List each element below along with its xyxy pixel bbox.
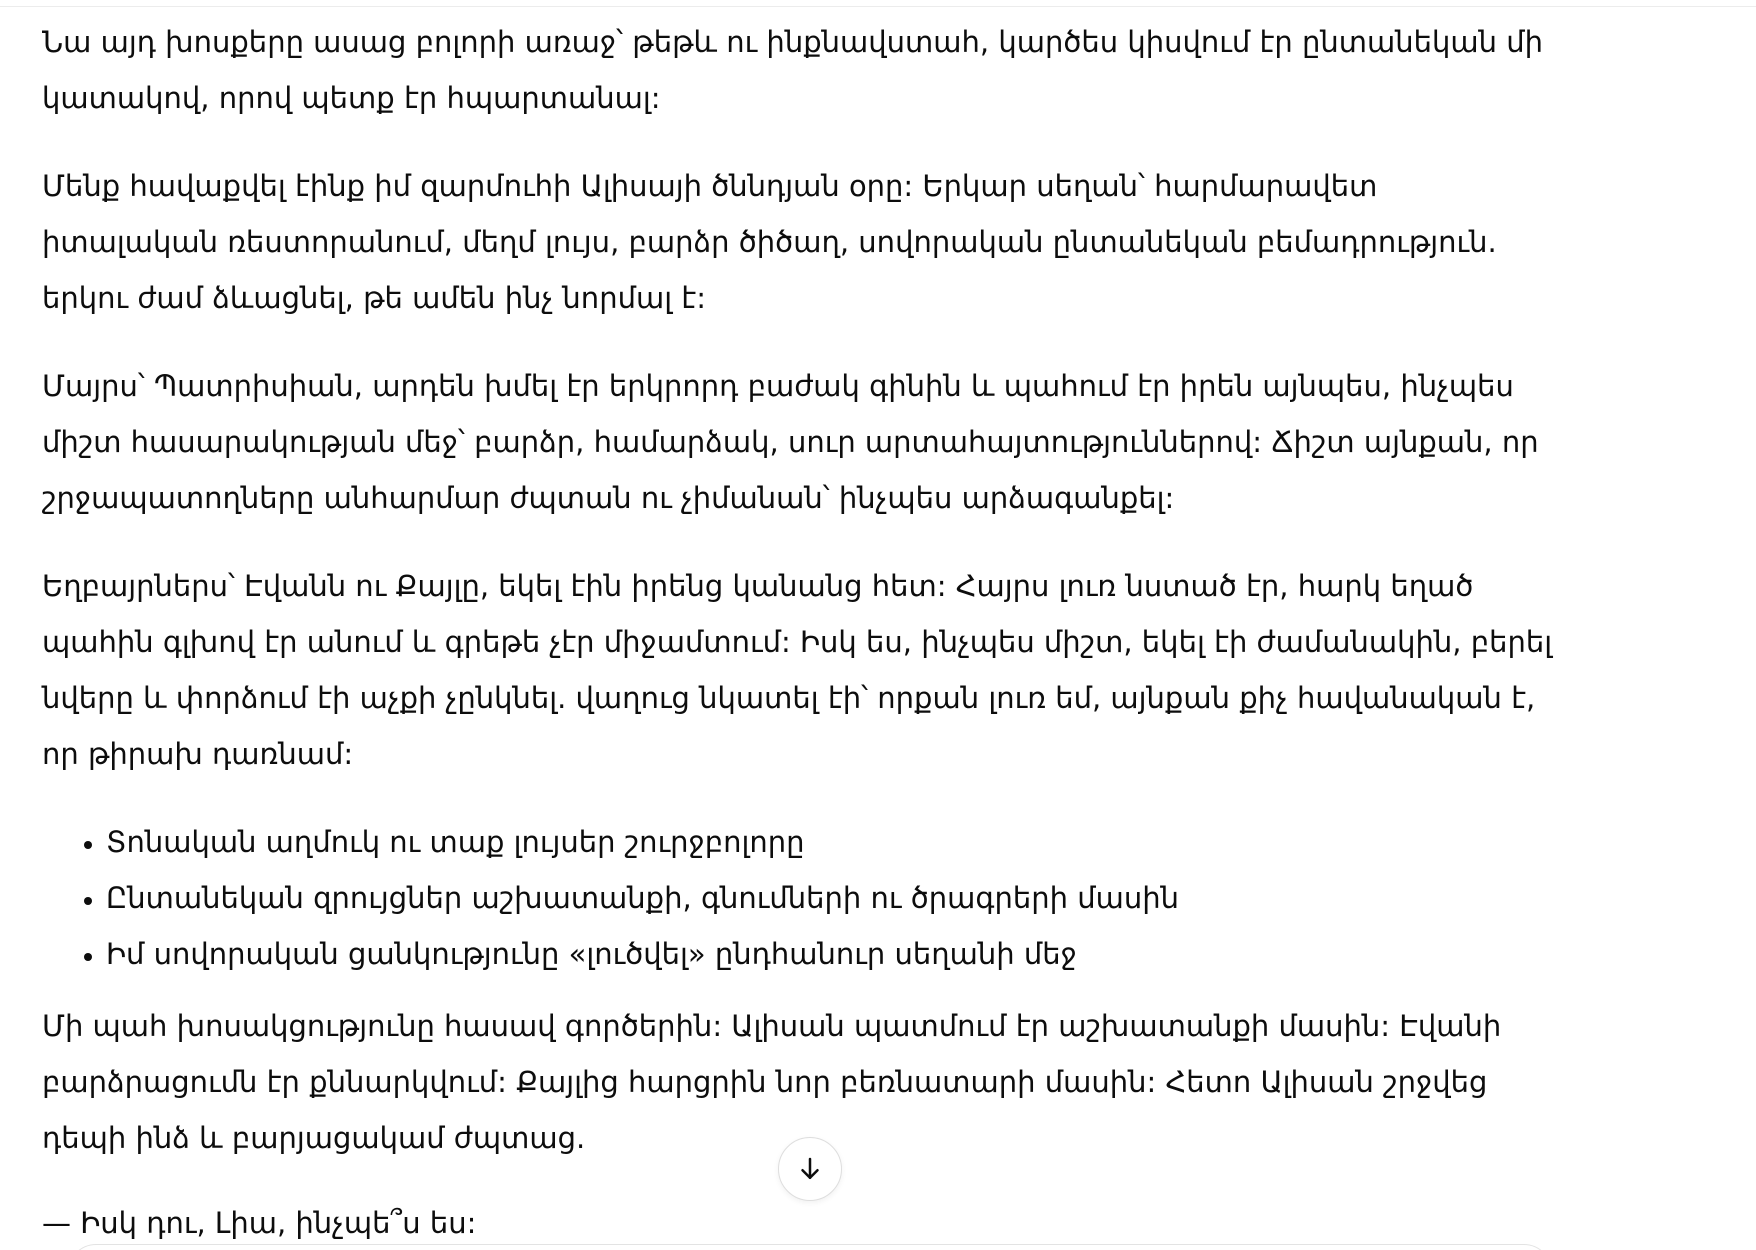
message-paragraph-1: Նա այդ խոսքերը ասաց բոլորի առաջ՝ թեթև ու ինքնավստահ, կարծես կիսվում էր ընտանեկան մի կատակով, որով պետք էր հպարտանալ: — [42, 25, 1543, 115]
message-bullet-list — [42, 814, 1562, 982]
message-composer[interactable] — [68, 1244, 1552, 1250]
bullet-item-3: • Իմ սովորական ցանկությունը «լուծվել» ընդհանուր սեղանի մեջ — [106, 926, 1562, 982]
message-paragraph-2: Մենք հավաքվել էինք իմ զարմուհի Ալիսայի ծննդյան օրը: Երկար սեղան՝ հարմարավետ իտալական ռեստորանում, մեղմ լույս, բարձր ծիծաղ, սովորական ընտանեկան բեմադրություն. երկու ժամ ձևացնել, թե ամեն ինչ նորմալ է: — [42, 169, 1497, 315]
message-paragraph-closing: Մի պահ խոսակցությունը հասավ գործերին: Ալիսան պատմում էր աշխատանքի մասին: Էվանի բարձրացումն էր քննարկվում: Քայլից հարցրին նոր բեռնատարի մասին: Հետո Ալիսան շրջվեց դեպի ինձ և բարյացակամ ժպտաց. — [42, 1009, 1502, 1155]
message-paragraph-4: Եղբայրներս՝ Էվանն ու Քայլը, եկել էին իրենց կանանց հետ: Հայրս լուռ նստած էր, հարկ եղած պահին գլխով էր անում և գրեթե չէր միջամտում: Իսկ ես, ինչպես միշտ, եկել էի ժամանակին, բերել նվերը և փորձում էի աչքի չընկնել. վաղուց նկատել էի՝ որքան լուռ եմ, այնքան քիչ հավանական է, որ թիրախ դառնամ: — [42, 569, 1553, 771]
message-paragraph-3: Մայրս՝ Պատրիսիան, արդեն խմել էր երկրորդ բաժակ գինին և պահում էր իրեն այնպես, ինչպես միշտ հասարակության մեջ՝ բարձր, համարձակ, սուր արտահայտություններով: Ճիշտ այնքան, որ շրջապատողները անհարմար ժպտան ու չիմանան՝ ինչպես արձագանքել: — [42, 369, 1539, 515]
scroll-to-bottom-button[interactable] — [778, 1137, 842, 1201]
top-divider — [0, 6, 1756, 7]
arrow-down-icon — [795, 1154, 825, 1184]
assistant-message — [42, 14, 1562, 1198]
bullet-item-1: • Տոնական աղմուկ ու տաք լույսեր շուրջբոլորը — [106, 814, 1562, 870]
bullet-item-2: • Ընտանեկան զրույցներ աշխատանքի, գնումների ու ծրագրերի մասին — [106, 870, 1562, 926]
message-last-line: — Իսկ դու, Լիա, ինչպե՞ս ես: — [42, 1206, 477, 1240]
